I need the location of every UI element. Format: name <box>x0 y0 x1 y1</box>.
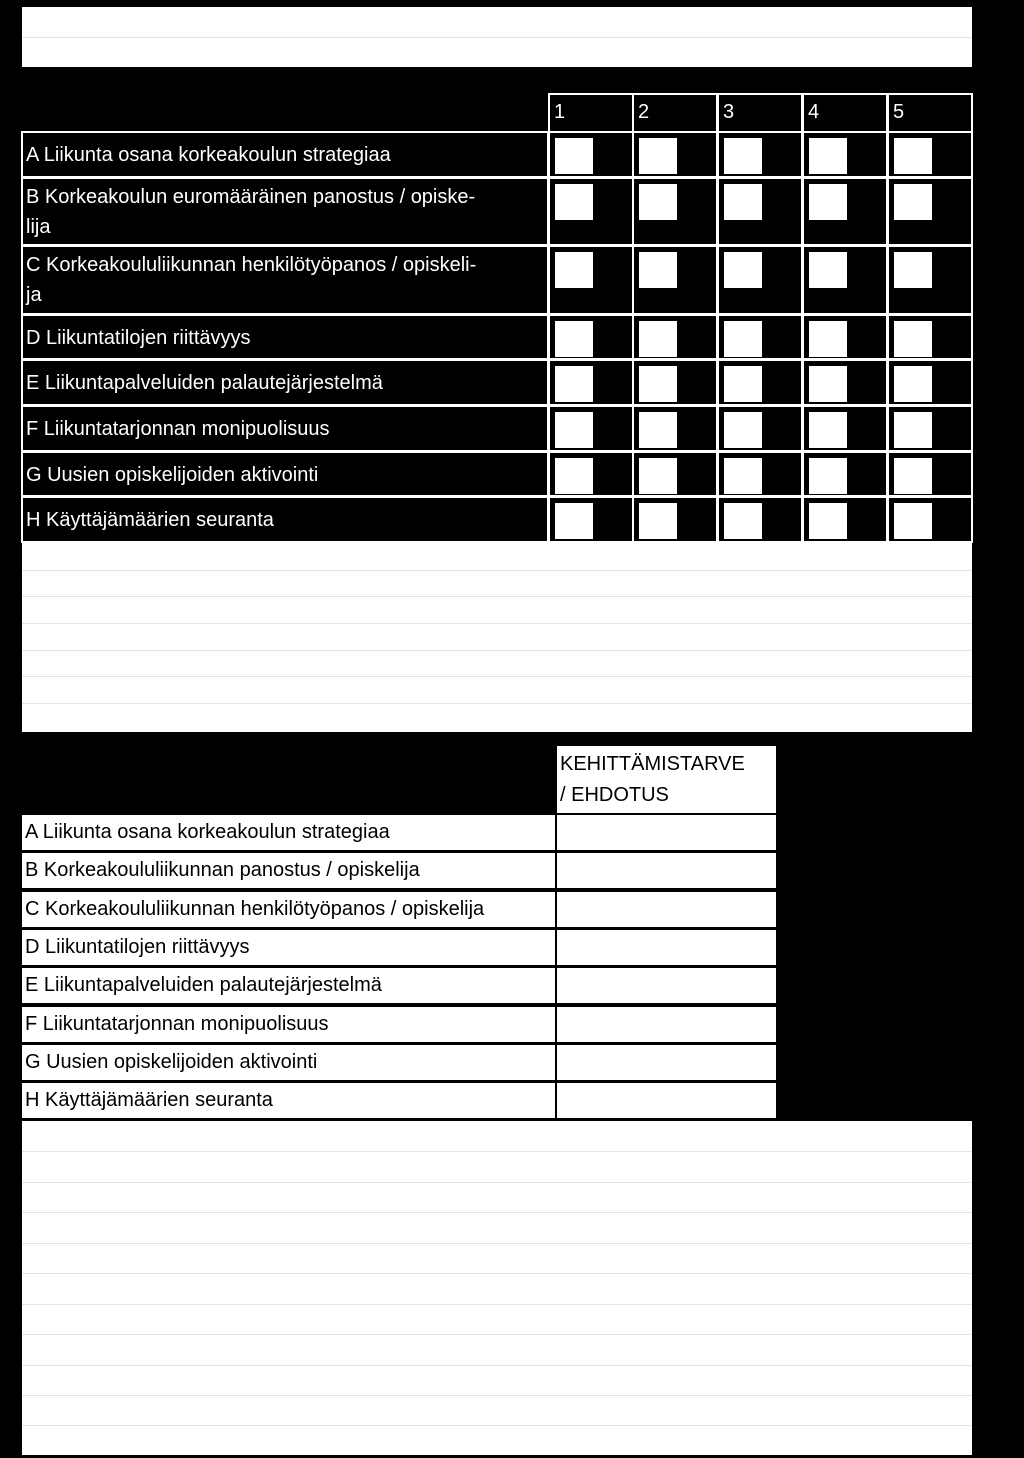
rating-cell <box>548 131 634 178</box>
rating-checkbox-3[interactable] <box>723 137 763 175</box>
improvement-header <box>555 744 778 815</box>
rating-checkbox-3[interactable] <box>723 457 763 495</box>
rating-row-label-line: A Liikunta osana korkeakoulun strategiaa <box>26 144 391 166</box>
notes-line <box>22 1395 972 1396</box>
rating-row-label-line: ja <box>26 284 42 306</box>
notes-line <box>22 1425 972 1426</box>
rating-cell <box>887 359 973 406</box>
rating-cell <box>632 131 718 178</box>
rating-checkbox-5[interactable] <box>893 411 933 449</box>
rating-cell <box>632 405 718 452</box>
rating-cell <box>887 131 973 178</box>
rating-checkbox-1[interactable] <box>554 411 594 449</box>
rating-row-label-line: E Liikuntapalveluiden palautejärjestelmä <box>26 372 383 394</box>
rating-checkbox-3[interactable] <box>723 320 763 358</box>
rating-checkbox-1[interactable] <box>554 251 594 289</box>
rating-checkbox-5[interactable] <box>893 183 933 221</box>
improvement-input-cell[interactable] <box>555 851 778 890</box>
rating-checkbox-4[interactable] <box>808 411 848 449</box>
rating-cell <box>717 131 803 178</box>
rating-row-label-line: G Uusien opiskelijoiden aktivointi <box>26 464 319 486</box>
rating-cell <box>548 405 634 452</box>
rating-checkbox-3[interactable] <box>723 183 763 221</box>
scale-header-3: 3 <box>717 93 803 133</box>
improvement-input-cell[interactable] <box>555 1081 778 1120</box>
rating-checkbox-3[interactable] <box>723 251 763 289</box>
rating-row-label-line: F Liikuntatarjonnan monipuolisuus <box>26 418 330 440</box>
notes-line <box>22 1212 972 1213</box>
rating-checkbox-4[interactable] <box>808 137 848 175</box>
notes-line <box>22 1273 972 1274</box>
rating-cell <box>887 245 973 315</box>
rating-cell <box>632 496 718 543</box>
rating-row-label-line: lija <box>26 216 51 238</box>
improvement-input-cell[interactable] <box>555 890 778 929</box>
rating-cell <box>802 405 888 452</box>
improvement-row-label: B Korkeakoululiikunnan panostus / opiskelija <box>20 851 557 890</box>
rating-cell <box>802 245 888 315</box>
improvement-input-cell[interactable] <box>555 966 778 1005</box>
rating-checkbox-1[interactable] <box>554 320 594 358</box>
rating-checkbox-1[interactable] <box>554 183 594 221</box>
rating-cell <box>548 177 634 246</box>
rating-checkbox-2[interactable] <box>638 457 678 495</box>
rating-row-label <box>21 314 549 360</box>
rating-cell <box>802 496 888 543</box>
notes-line <box>22 596 972 597</box>
rating-cell <box>887 451 973 497</box>
scale-header-2: 2 <box>632 93 718 133</box>
middle-notes-box[interactable] <box>22 543 972 732</box>
rating-checkbox-4[interactable] <box>808 457 848 495</box>
rating-row-label-line: C Korkeakoululiikunnan henkilötyöpanos / opiskeli- <box>26 254 477 276</box>
rating-checkbox-4[interactable] <box>808 365 848 403</box>
rating-row-label <box>21 245 549 315</box>
rating-checkbox-5[interactable] <box>893 457 933 495</box>
notes-line <box>22 570 972 571</box>
rating-checkbox-2[interactable] <box>638 320 678 358</box>
rating-cell <box>887 314 973 360</box>
notes-line <box>22 1151 972 1152</box>
scale-header-1: 1 <box>548 93 634 133</box>
rating-row-label <box>21 496 549 543</box>
rating-checkbox-4[interactable] <box>808 251 848 289</box>
notes-line <box>22 1243 972 1244</box>
notes-line <box>22 1304 972 1305</box>
rating-cell <box>802 451 888 497</box>
rating-row-label-line: H Käyttäjämäärien seuranta <box>26 509 274 531</box>
scale-header-5: 5 <box>887 93 973 133</box>
rating-cell <box>717 405 803 452</box>
improvement-input-cell[interactable] <box>555 1043 778 1082</box>
improvement-header-line-2: / EHDOTUS <box>560 784 669 806</box>
rating-checkbox-4[interactable] <box>808 183 848 221</box>
rating-cell <box>632 359 718 406</box>
improvement-row-label: E Liikuntapalveluiden palautejärjestelmä <box>20 966 557 1005</box>
improvement-row-label: G Uusien opiskelijoiden aktivointi <box>20 1043 557 1082</box>
rating-cell <box>717 314 803 360</box>
rating-checkbox-2[interactable] <box>638 251 678 289</box>
rating-cell <box>717 451 803 497</box>
rating-checkbox-5[interactable] <box>893 137 933 175</box>
rating-cell <box>548 245 634 315</box>
top-notes-box[interactable] <box>22 7 972 67</box>
improvement-row-label: F Liikuntatarjonnan monipuolisuus <box>20 1005 557 1044</box>
rating-cell <box>632 177 718 246</box>
rating-row-label <box>21 131 549 178</box>
rating-row-label-line: B Korkeakoulun euromääräinen panostus / opiske- <box>26 186 476 208</box>
rating-cell <box>548 359 634 406</box>
rating-checkbox-1[interactable] <box>554 457 594 495</box>
notes-line <box>22 650 972 651</box>
rating-checkbox-1[interactable] <box>554 365 594 403</box>
rating-cell <box>802 359 888 406</box>
rating-checkbox-1[interactable] <box>554 137 594 175</box>
rating-checkbox-2[interactable] <box>638 365 678 403</box>
improvement-input-cell[interactable] <box>555 813 778 852</box>
rating-cell <box>717 496 803 543</box>
notes-line <box>22 623 972 624</box>
notes-line <box>22 1182 972 1183</box>
rating-checkbox-2[interactable] <box>638 137 678 175</box>
rating-row-label <box>21 177 549 246</box>
rating-cell <box>632 314 718 360</box>
rating-checkbox-3[interactable] <box>723 365 763 403</box>
scale-header-4: 4 <box>802 93 888 133</box>
rating-cell <box>548 496 634 543</box>
rating-cell <box>548 314 634 360</box>
rating-cell <box>802 131 888 178</box>
rating-cell <box>717 177 803 246</box>
rating-cell <box>802 314 888 360</box>
improvement-input-cell[interactable] <box>555 928 778 967</box>
rating-row-label <box>21 359 549 406</box>
rating-cell <box>632 451 718 497</box>
rating-checkbox-3[interactable] <box>723 502 763 540</box>
rating-cell <box>887 496 973 543</box>
rating-checkbox-2[interactable] <box>638 502 678 540</box>
notes-line <box>22 703 972 704</box>
rating-checkbox-1[interactable] <box>554 502 594 540</box>
improvement-header-line-1: KEHITTÄMISTARVE <box>560 753 745 775</box>
notes-line <box>22 676 972 677</box>
notes-line <box>22 37 972 38</box>
rating-cell <box>548 451 634 497</box>
improvement-row-label: A Liikunta osana korkeakoulun strategiaa <box>20 813 557 852</box>
rating-row-label-line: D Liikuntatilojen riittävyys <box>26 327 251 349</box>
rating-cell <box>887 177 973 246</box>
rating-cell <box>802 177 888 246</box>
rating-checkbox-5[interactable] <box>893 251 933 289</box>
improvement-row-label: H Käyttäjämäärien seuranta <box>20 1081 557 1120</box>
rating-checkbox-5[interactable] <box>893 320 933 358</box>
bottom-notes-box[interactable] <box>22 1121 972 1455</box>
rating-cell <box>717 359 803 406</box>
notes-line <box>22 1334 972 1335</box>
rating-cell <box>632 245 718 315</box>
rating-checkbox-2[interactable] <box>638 183 678 221</box>
improvement-row-label: C Korkeakoululiikunnan henkilötyöpanos / opiskelija <box>20 890 557 929</box>
rating-checkbox-4[interactable] <box>808 502 848 540</box>
improvement-input-cell[interactable] <box>555 1005 778 1044</box>
rating-row-label <box>21 451 549 497</box>
rating-checkbox-3[interactable] <box>723 411 763 449</box>
rating-cell <box>887 405 973 452</box>
rating-checkbox-5[interactable] <box>893 502 933 540</box>
rating-checkbox-4[interactable] <box>808 320 848 358</box>
notes-line <box>22 1365 972 1366</box>
rating-row-label <box>21 405 549 452</box>
rating-checkbox-2[interactable] <box>638 411 678 449</box>
improvement-row-label: D Liikuntatilojen riittävyys <box>20 928 557 967</box>
rating-checkbox-5[interactable] <box>893 365 933 403</box>
rating-cell <box>717 245 803 315</box>
